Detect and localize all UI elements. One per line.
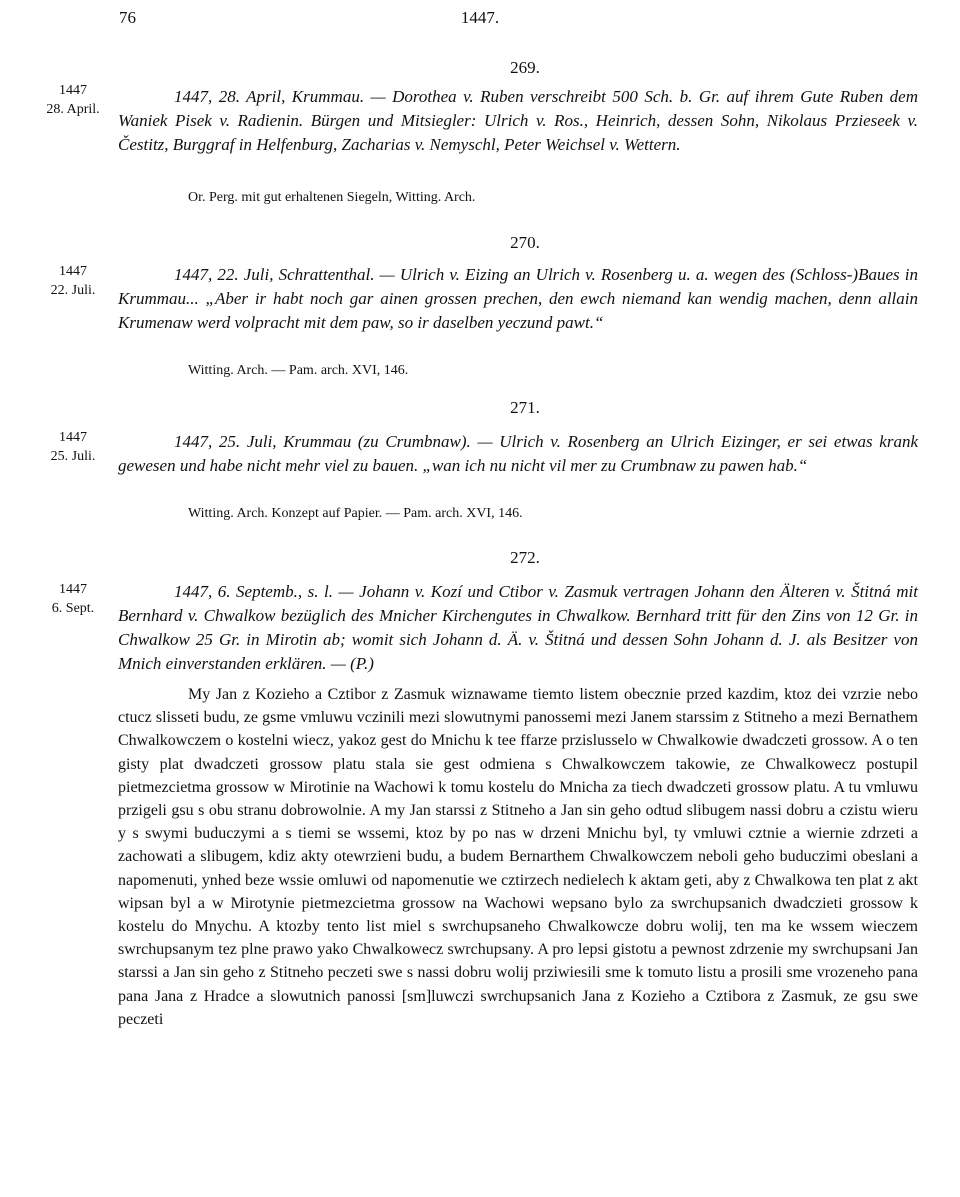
entry-number: 272. [510, 548, 540, 567]
margin-date: 6. Sept. [51, 601, 95, 616]
page-number: 76 [119, 8, 136, 27]
margin-date: 25. Juli. [50, 449, 96, 464]
margin-note [28, 262, 118, 300]
entry-number: 271. [510, 398, 540, 417]
source-note: Witting. Arch. — Pam. arch. XVI, 146. [188, 363, 409, 378]
running-head: 1447. [460, 8, 500, 27]
margin-year: 1447 [59, 430, 87, 445]
margin-note [28, 580, 118, 618]
margin-note [28, 428, 118, 466]
regest: 1447, 22. Juli, Schrattenthal. — Ulrich v. Eizing an Ulrich v. Rosenberg u. a. wegen des (Schloss-)Baues in Krummau... „Aber ir habt noch gar ainen grossen prechen, den ewch niemand kan wendig machen, denn allain Krumenaw werd volpracht mit dem paw, so ir daselben yeczund pawt.“ [118, 265, 918, 332]
regest: 1447, 25. Juli, Krummau (zu Crumbnaw). — Ulrich v. Rosenberg an Ulrich Eizinger, er sei etwas krank gewesen und habe nicht mehr viel zu bauen. „wan ich nu nicht vil mer zu Crumbnaw zu pawen hab.“ [118, 432, 918, 475]
margin-date: 28. April. [46, 102, 100, 117]
margin-date: 22. Juli. [50, 283, 96, 298]
margin-year: 1447 [59, 83, 87, 98]
entry-number: 270. [510, 233, 540, 252]
regest: 1447, 6. Septemb., s. l. — Johann v. Kozí und Ctibor v. Zasmuk vertragen Johann den Älteren v. Štitná mit Bernhard v. Chwalkow bezüglich des Mnicher Kirchengutes in Chwalkow. Bernhard tritt für den Zins von 12 Gr. in Chwalkow 25 Gr. in Mirotin ab; womit sich Johann d. Ä. v. Štitná und dessen Sohn Johann d. J. als Besitzer von Mnich einverstanden erklären. — (P.) [118, 582, 918, 673]
document-text: My Jan z Kozieho a Cztibor z Zasmuk wiznawame tiemto listem obecznie przed kazdim, ktoz dei vzrzie nebo ctucz slisseti budu, ze gsme vmluwu vczinili mezi slowutnymi panossemi mezi Janem starssim z Stitneho a mezi Bernathem Chwalkowczem o kostelni wiecz, yakoz gest do Mnichu k tee ffarze przislusselo w Chwalkowie dwadczeti grossow. A o ten gisty plat dwadczeti grossow platu stala sie gest odmiena s Chwalkowczem takowie, ze Chwalkowecz postupil pietmezcietma grossow w Mirotinie na Wachowi k tomu kostelu do Mnicha za tiech dwadczeti grossow platu. A tu vmluwu przigeli gsu s obu stranu dobrowolnie. A my Jan starssi z Stitneho a Jan sin geho odtud slibugem nassi dobru a czistu wieru y s swymi buduczymi a s tiemi se wssemi, ktoz by po nas w drzeni Mnichu byl, ty vmluwi cztnie a wiernie zdrzeti a zachowati a slibugem, kdiz akty otewrzieni budu, a budem Bernarthem Chwalkowczem neboli geho buduczimi obeslani a napomenuti, ynhed beze wssie omluwi od napomenutie we cztirzech nedielech k aktam geti, aby z Chwalkowa ten plat z akt wipsan byl a w Mirotynie pietmezcietma grossow na Wachowi wepsano bylo za swrchupsanich dwadczieti grossow k kostelu do Mnychu. A ktozby tento list miel s swrchupsaneho Chwalkowcze dobru wolij, ten ma ke wssem wieczem swrchupsanym tez plne prawo yako Chwalkowecz swrchupsany. A pro lepsi gistotu a pewnost zdrzenie my swrchupsani Jan starssi a Jan sin geho z Stitneho peczeti swe s nassi dobru wolij prziwiesili sme k tomuto listu a prosili sme vrozeneho pana pana Jana z Hradce a slowutnich panossi [sm]luwczi swrchupsanich Jana z Kozieho a Cztibora z Zasmuk, ze gsu swe peczeti [118, 686, 918, 1028]
regest: 1447, 28. April, Krummau. — Dorothea v. Ruben verschreibt 500 Sch. b. Gr. auf ihrem Gute Ruben dem Waniek Pisek v. Radienin. Bürgen und Mitsiegler: Ulrich v. Ros., Heinrich, dessen Sohn, Nikolaus Przieseek v. Čestitz, Burggraf in Helfenburg, Zacharias v. Nemyschl, Peter Weichsel v. Wettern. [118, 87, 918, 154]
margin-year: 1447 [59, 582, 87, 597]
source-note: Witting. Arch. Konzept auf Papier. — Pam. arch. XVI, 146. [188, 506, 523, 521]
margin-note [28, 81, 118, 119]
entry-number: 269. [510, 58, 540, 77]
margin-year: 1447 [59, 264, 87, 279]
source-note: Or. Perg. mit gut erhaltenen Siegeln, Witting. Arch. [188, 190, 476, 205]
